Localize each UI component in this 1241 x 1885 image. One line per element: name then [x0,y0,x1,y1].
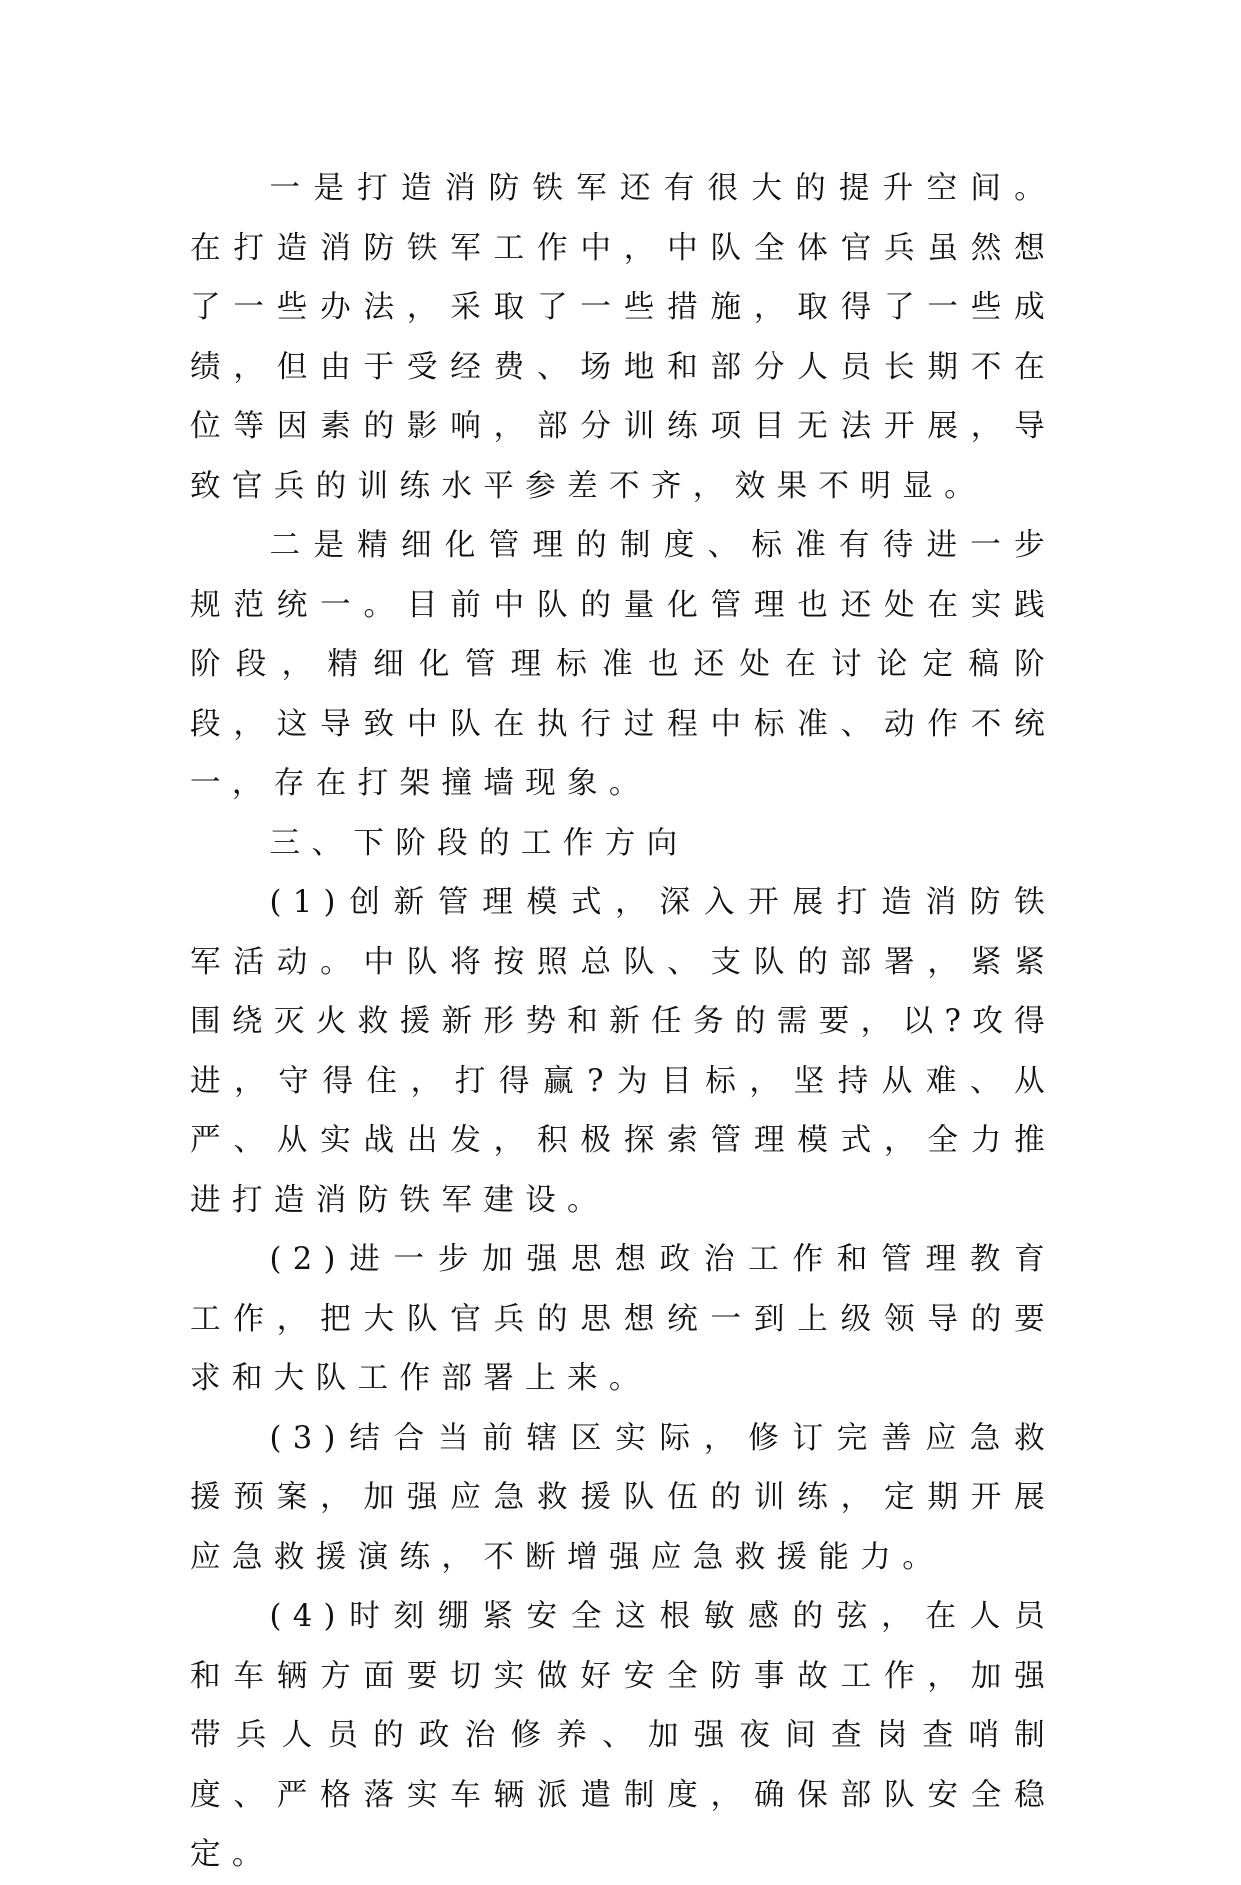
section-heading-next-stage: 三、下阶段的工作方向 [269,825,689,861]
paragraph-problem-one: 一是打造消防铁军还有很大的提升空间。在打造消防铁军工作中，中队全体官兵虽然想了一些办法，采取了一些措施，取得了一些成绩，但由于受经费、场地和部分人员长期不在位等因素的影响，部分训练项目无法开展，导致官兵的训练水平参差不齐，效果不明显。 [190,171,1056,504]
paragraph-direction-1: (1)创新管理模式，深入开展打造消防铁军活动。中队将按照总队、支队的部署，紧紧围绕灭火救援新形势和新任务的需要，以?攻得进，守得住，打得赢?为目标，坚持从难、从严、从实战出发，积极探索管理模式，全力推进打造消防铁军建设。 [190,885,1056,1218]
document-body [190,159,1056,1885]
paragraph-direction-2: (2)进一步加强思想政治工作和管理教育工作，把大队官兵的思想统一到上级领导的要求和大队工作部署上来。 [190,1242,1056,1396]
paragraph-direction-3: (3)结合当前辖区实际，修订完善应急救援预案，加强应急救援队伍的训练，定期开展应急救援演练，不断增强应急救援能力。 [190,1420,1056,1575]
paragraph-direction-4: (4)时刻绷紧安全这根敏感的弦，在人员和车辆方面要切实做好安全防事故工作，加强带兵人员的政治修养、加强夜间查岗查哨制度、严格落实车辆派遣制度，确保部队安全稳定。 [190,1599,1056,1872]
paragraph-problem-two: 二是精细化管理的制度、标准有待进一步规范统一。目前中队的量化管理也还处在实践阶段，精细化管理标准也还处在讨论定稿阶段，这导致中队在执行过程中标准、动作不统一，存在打架撞墙现象。 [190,528,1056,801]
